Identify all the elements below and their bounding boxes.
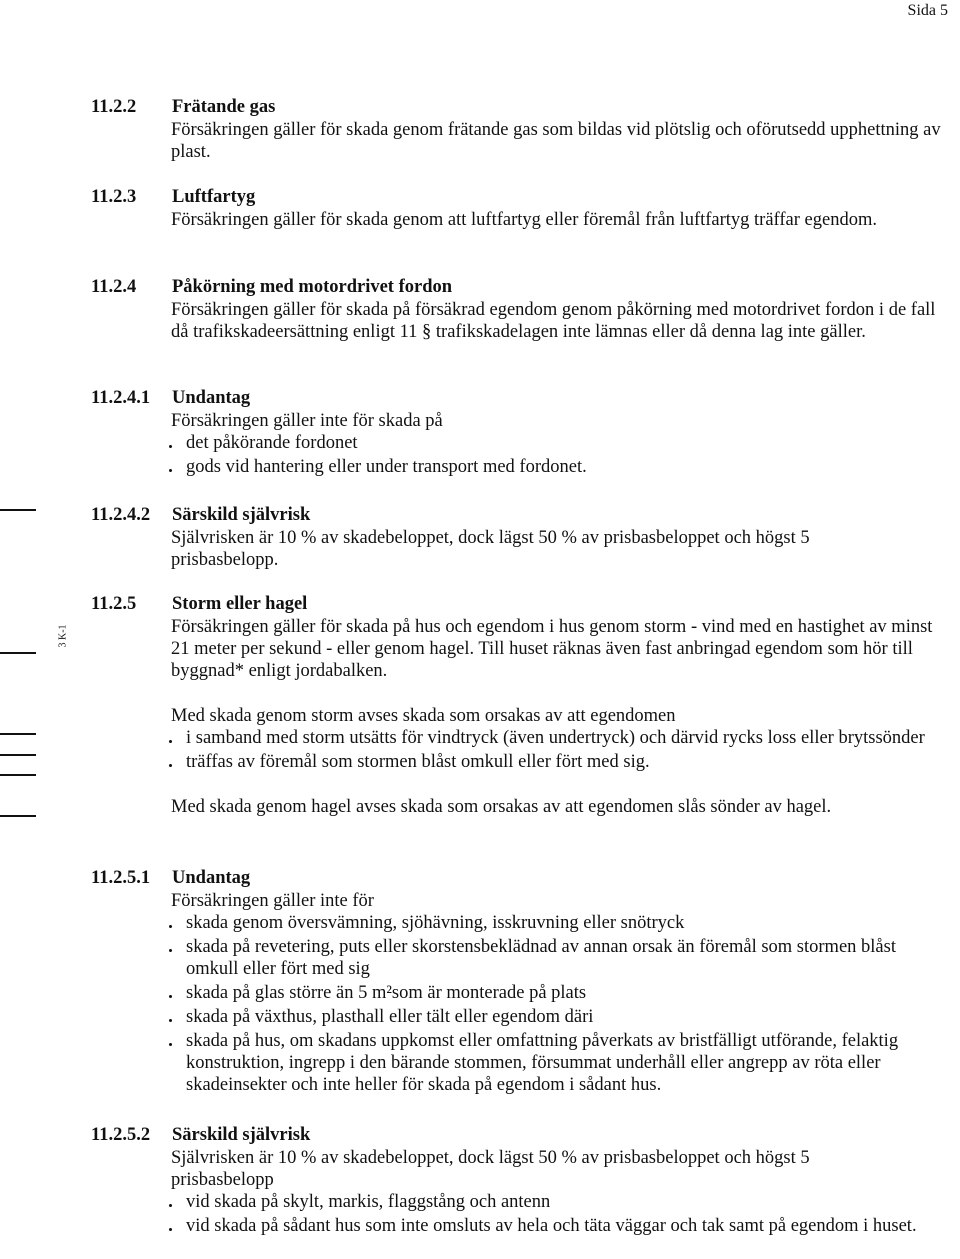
bullet-icon [169, 925, 172, 928]
section-number: 11.2.4.1 [91, 388, 151, 408]
section-paragraph: Försäkringen gäller för skada på hus och egendom i hus genom storm - vind med en hastighet av minst 21 meter per sekund - eller genom hagel. Till huset räknas även fast anbringad egendom som hör till byggnad* enligt jordabalken. [171, 617, 933, 681]
list-item [169, 1215, 944, 1237]
list-item [169, 432, 944, 454]
list-item-text: skada genom översvämning, sjöhävning, isskruvning eller snötryck [186, 913, 685, 933]
bullet-icon [169, 469, 172, 472]
section-paragraph: Självrisken är 10 % av skadebeloppet, dock lägst 50 % av prisbasbeloppet och högst 5 prisbasbelopp. [171, 528, 810, 570]
bullet-icon [169, 949, 172, 952]
list-item-text: skada på revetering, puts eller skorstensbeklädnad av annan orsak än föremål som stormen blåst omkull eller fört med sig [186, 937, 896, 979]
bullet-icon [169, 764, 172, 767]
list-item-text: vid skada på skylt, markis, flaggstång och antenn [186, 1192, 551, 1212]
section-number: 11.2.2 [91, 97, 137, 117]
section-number: 11.2.4.2 [91, 505, 151, 525]
section-11-2-4 [0, 276, 960, 343]
bullet-icon [169, 1228, 172, 1231]
list-item-text: i samband med storm utsätts för vindtryck (även undertryck) och därvid rycks loss eller brytssönder [186, 728, 925, 748]
section-title: Påkörning med motordrivet fordon [172, 277, 453, 297]
list-item-text: skada på glas större än 5 m²som är monterade på plats [186, 983, 587, 1003]
section-paragraph: Självrisken är 10 % av skadebeloppet, dock lägst 50 % av prisbasbeloppet och högst 5 prisbasbelopp [171, 1148, 810, 1190]
section-11-2-4-2 [0, 504, 960, 571]
section-title: Undantag [172, 388, 251, 408]
section-11-2-5-2 [0, 1124, 960, 1239]
section-11-2-4-1 [0, 387, 960, 480]
bullet-icon [169, 995, 172, 998]
section-11-2-3 [0, 186, 960, 231]
list-item [169, 456, 944, 478]
section-paragraph: Med skada genom storm avses skada som orsakas av att egendomen [171, 706, 676, 726]
list-item [169, 936, 944, 980]
bullet-list [169, 912, 944, 1096]
list-item-text: det påkörande fordonet [186, 433, 358, 453]
bullet-icon [169, 1043, 172, 1046]
list-item-text: skada på växthus, plasthall eller tält eller egendom däri [186, 1007, 594, 1027]
section-closing-paragraph: Med skada genom hagel avses skada som orsakas av att egendomen slås sönder av hagel. [171, 797, 832, 817]
section-title: Frätande gas [172, 97, 276, 117]
bullet-icon [169, 1019, 172, 1022]
list-item [169, 1006, 944, 1028]
list-item-text: träffas av föremål som stormen blåst omkull eller fört med sig. [186, 752, 650, 772]
section-11-2-5 [0, 593, 960, 818]
section-paragraph: Försäkringen gäller för skada på försäkrad egendom genom påkörning med motordrivet fordon i de fall då trafikskadeersättning enligt 11 § trafikskadelagen inte lämnas eller då denna lag inte gäller. [171, 300, 936, 342]
section-number: 11.2.5.2 [91, 1125, 151, 1145]
section-11-2-2 [0, 96, 960, 163]
bullet-list [169, 432, 944, 478]
section-number: 11.2.3 [91, 187, 137, 207]
list-item [169, 751, 944, 773]
list-item [169, 912, 944, 934]
section-title: Särskild självrisk [172, 505, 311, 525]
section-number: 11.2.5 [91, 594, 137, 614]
bullet-icon [169, 740, 172, 743]
list-item [169, 727, 944, 749]
bullet-list [169, 1191, 944, 1237]
section-title: Undantag [172, 868, 251, 888]
margin-revision-code: 3 K-1 [57, 624, 69, 648]
bullet-icon [169, 1204, 172, 1207]
bullet-icon [169, 445, 172, 448]
list-item [169, 1191, 944, 1213]
section-paragraph: Försäkringen gäller för skada genom frätande gas som bildas vid plötslig och oförutsedd upphettning av plast. [171, 120, 941, 162]
section-number: 11.2.4 [91, 277, 137, 297]
list-item-text: vid skada på sådant hus som inte omsluts av hela och täta väggar och tak samt på egendom i huset. [186, 1216, 917, 1236]
list-item-text: gods vid hantering eller under transport med fordonet. [186, 457, 587, 477]
bullet-list [169, 727, 944, 773]
section-paragraph: Försäkringen gäller inte för skada på [171, 411, 443, 431]
section-paragraph: Försäkringen gäller inte för [171, 891, 374, 911]
section-number: 11.2.5.1 [91, 868, 151, 888]
section-paragraph: Försäkringen gäller för skada genom att luftfartyg eller föremål från luftfartyg träffar egendom. [171, 210, 877, 230]
list-item [169, 1030, 944, 1096]
list-item [169, 982, 944, 1004]
section-11-2-5-1 [0, 867, 960, 1098]
section-title: Särskild självrisk [172, 1125, 311, 1145]
page-number: Sida 5 [907, 2, 948, 19]
section-title: Luftfartyg [172, 187, 256, 207]
list-item-text: skada på hus, om skadans uppkomst eller omfattning påverkats av bristfälligt utförande, felaktig konstruktion, ingrepp i den bärande stommen, försummat underhåll eller angrepp av röta eller skadeinsekter och inte heller för skada på egendom i sådant hus. [186, 1031, 899, 1095]
section-title: Storm eller hagel [172, 594, 308, 614]
